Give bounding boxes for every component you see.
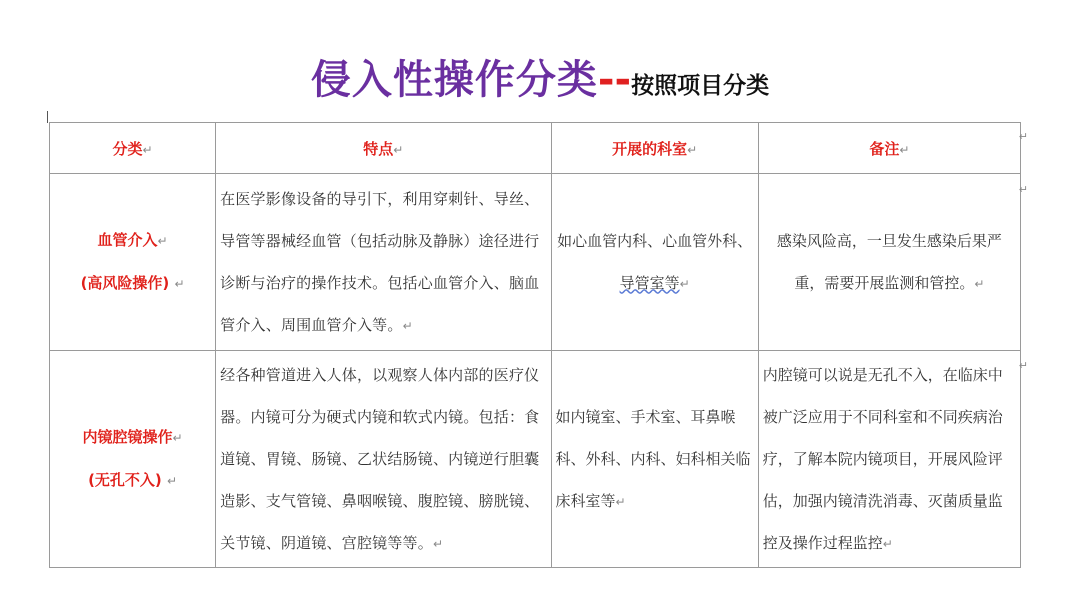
category-name: 内镜腔镜操作: [82, 428, 173, 446]
table-row: [50, 174, 1021, 351]
text-cursor: [47, 111, 48, 123]
slide-title: [0, 48, 1080, 105]
departments-cell: 如心血管内科、心血管外科、导管室等↵: [551, 174, 758, 351]
category-cell: 内镜腔镜操作↵ (无孔不入) ↵: [50, 351, 216, 568]
title-dash: --: [597, 57, 632, 103]
table-row: [50, 351, 1021, 568]
features-cell: 在医学影像设备的导引下，利用穿刺针、导丝、导管等器械经血管（包括动脉及静脉）途径进行诊断与治疗的操作技术。包括心血管介入、脑血管介入、周围血管介入等。↵: [216, 174, 551, 351]
header-notes: 备注↵: [758, 123, 1020, 174]
title-main: 侵入性操作分类: [310, 57, 598, 103]
category-name: 血管介入: [97, 231, 158, 249]
title-subtitle: 按照项目分类: [631, 73, 770, 99]
departments-cell: 如内镜室、手术室、耳鼻喉科、外科、内科、妇科相关临床科室等↵: [551, 351, 758, 568]
notes-cell: 内腔镜可以说是无孔不入，在临床中被广泛应用于不同科室和不同疾病治疗，了解本院内镜项目，开展风险评估，加强内镜清洗消毒、灭菌质量监控及操作过程监控↵: [758, 351, 1020, 568]
category-cell: 血管介入↵ (高风险操作) ↵: [50, 174, 216, 351]
row-end-mark: ↵: [1018, 183, 1028, 196]
row-end-mark: ↵: [1018, 359, 1028, 372]
header-departments: 开展的科室↵: [551, 123, 758, 174]
category-risk: (高风险操作): [80, 274, 170, 292]
header-features: 特点↵: [216, 123, 551, 174]
header-category: 分类↵: [50, 123, 216, 174]
features-cell: 经各种管道进入人体，以观察人体内部的医疗仪器。内镜可分为硬式内镜和软式内镜。包括：食道镜、胃镜、肠镜、乙状结肠镜、内镜逆行胆囊造影、支气管镜、鼻咽喉镜、腹腔镜、膀胱镜、关节镜、阴道镜、宫腔镜等等。↵: [216, 351, 551, 568]
table-header-row: [50, 123, 1021, 174]
row-end-mark: ↵: [1018, 130, 1028, 143]
classification-table: [49, 122, 1021, 568]
notes-cell: 感染风险高，一旦发生感染后果严重，需要开展监测和管控。↵: [758, 174, 1020, 351]
category-nickname: (无孔不入): [88, 471, 162, 489]
